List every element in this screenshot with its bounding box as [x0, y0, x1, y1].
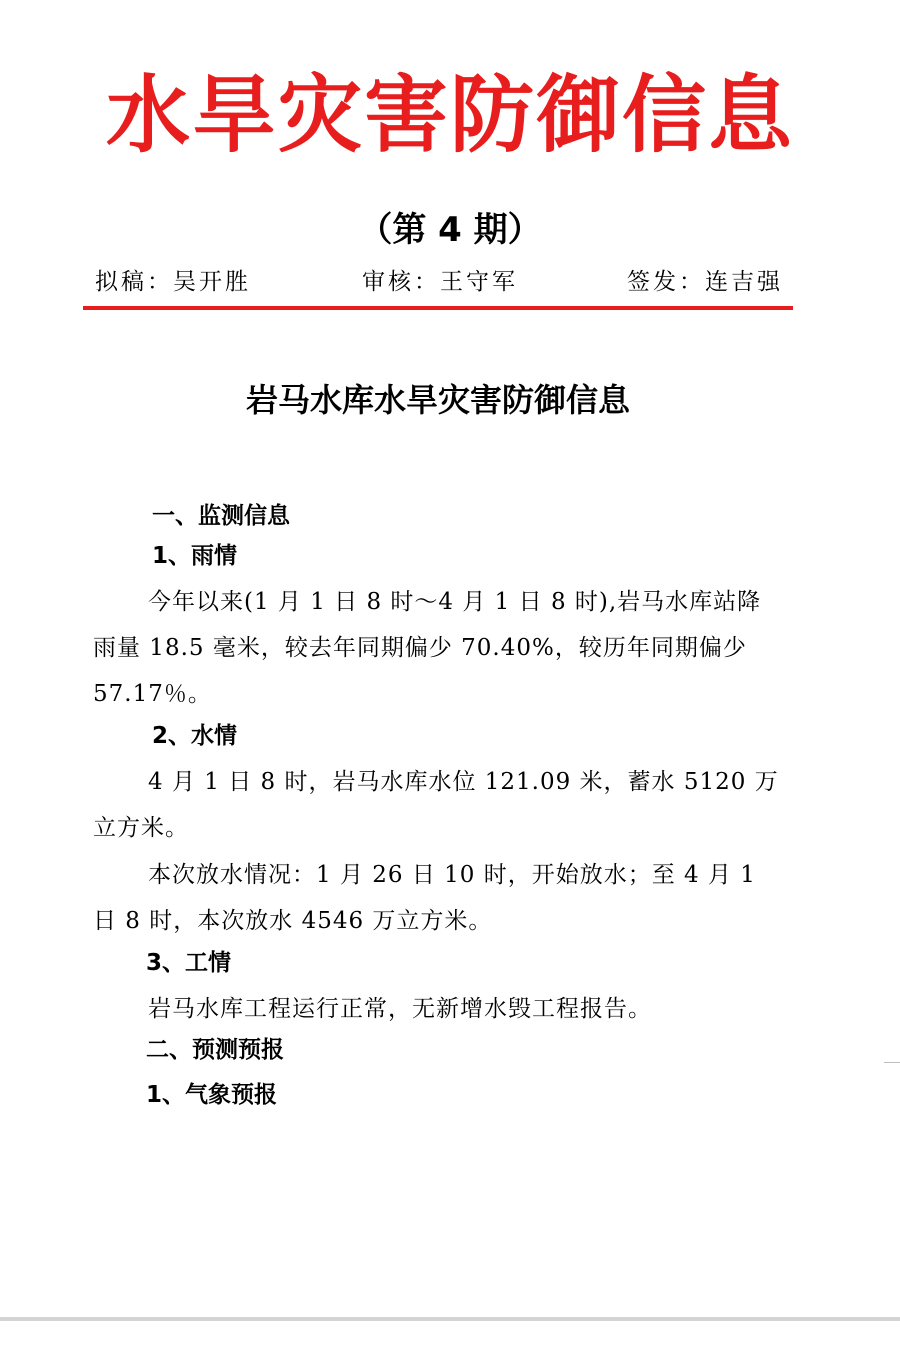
section-heading-forecast: 二、预测预报 — [146, 1037, 284, 1063]
masthead-title: 水旱灾害防御信息 — [105, 65, 794, 164]
subheading-weather: 1、气象预报 — [146, 1082, 278, 1108]
signer-line: 签发：连吉强 — [627, 269, 783, 295]
document-title: 岩马水库水旱灾害防御信息 — [245, 381, 630, 419]
subheading-water: 2、水情 — [152, 723, 238, 749]
paragraph-release: 本次放水情况：1 月 26 日 10 时，开始放水；至 4 月 1 日 8 时，本次放水 4546 万立方米。 — [93, 862, 756, 934]
paragraph-works: 岩马水库工程运行正常，无新增水毁工程报告。 — [148, 996, 652, 1022]
issue-number: （第 4 期） — [358, 210, 542, 250]
subheading-rain: 1、雨情 — [152, 543, 238, 569]
paragraph-water: 4 月 1 日 8 时，岩马水库水位 121.09 米，蓄水 5120 万立方米。 — [93, 769, 779, 841]
subheading-works: 3、工情 — [146, 950, 232, 976]
paragraph-rain: 今年以来(1 月 1 日 8 时～4 月 1 日 8 时),岩马水库站降雨量 18.5 毫米，较去年同期偏少 70.40%，较历年同期偏少 57.17％。 — [93, 589, 762, 707]
drafter-line: 拟稿：吴开胜 — [95, 269, 251, 295]
reviewer-line: 审核：王守军 — [362, 269, 518, 295]
page-bottom-edge — [0, 1317, 900, 1321]
section-heading-monitoring: 一、监测信息 — [152, 503, 290, 529]
margin-mark — [884, 1062, 900, 1063]
header-divider — [83, 306, 793, 310]
